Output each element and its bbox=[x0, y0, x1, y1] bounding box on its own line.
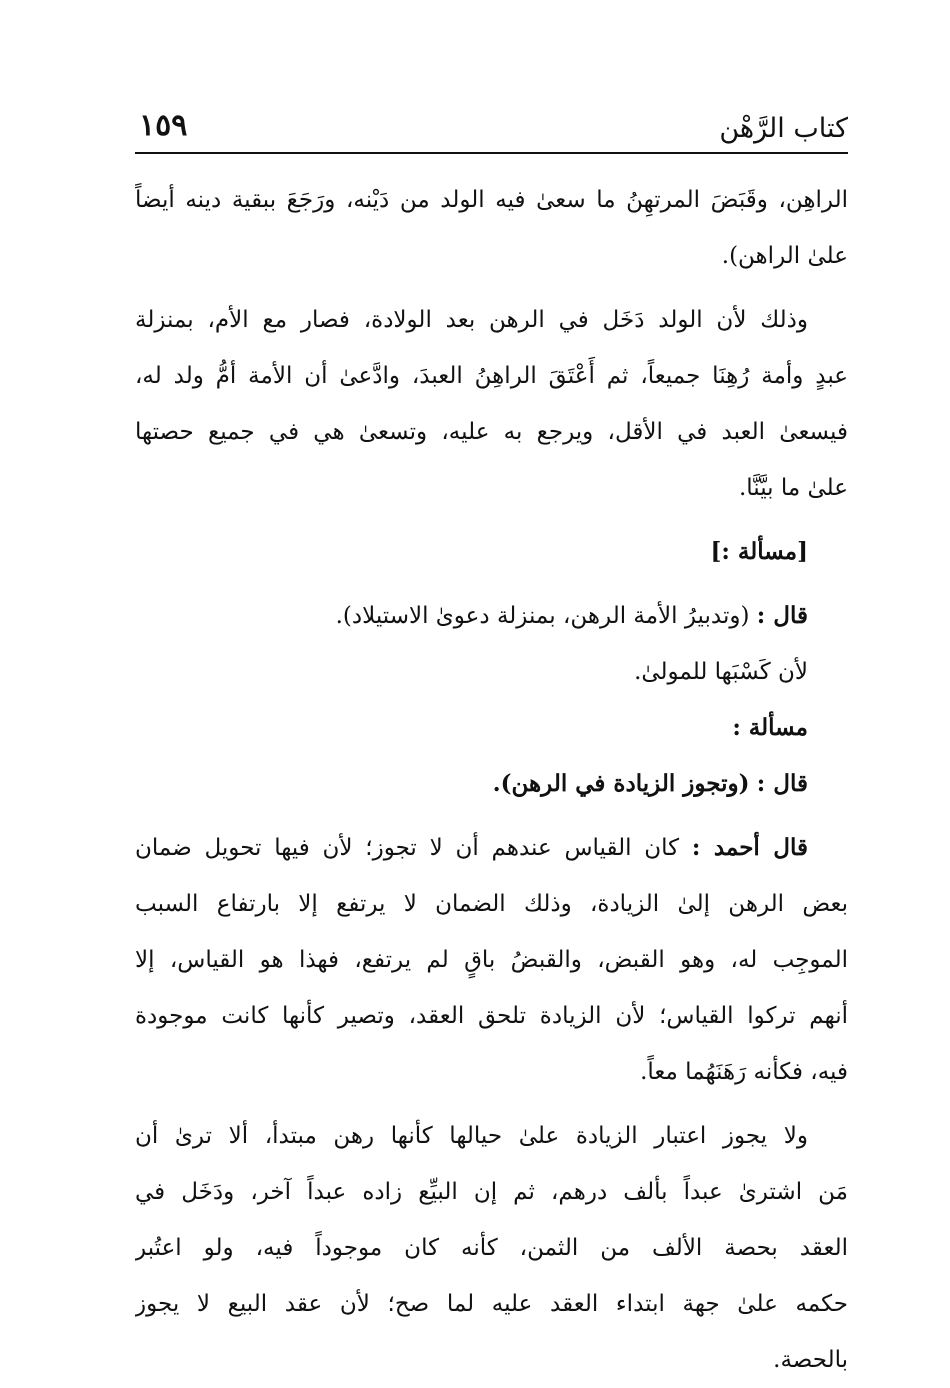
text-line: بعض الرهن إلىٰ الزيادة، وذلك الضمان لا يرتفع إلا بارتفاع السبب bbox=[135, 891, 848, 917]
text-line: ولا يجوز اعتبار الزيادة علىٰ حيالها كأنها رهن مبتدأ، ألا ترىٰ أن bbox=[135, 1123, 808, 1149]
book-title: كتاب الرَّهْن bbox=[719, 113, 848, 144]
text-line: علىٰ ما بيَّنَّا. bbox=[738, 475, 848, 501]
text-line: وذلك لأن الولد دَخَل في الرهن بعد الولادة، فصار مع الأم، بمنزلة bbox=[135, 307, 808, 333]
text-line bbox=[135, 756, 848, 812]
text-line: الموجِب له، وهو القبض، والقبضُ باقٍ لم يرتفع، فهذا هو القياس، إلا bbox=[135, 947, 848, 973]
speaker-label: قال : bbox=[756, 770, 808, 797]
text-line: مَن اشترىٰ عبداً بألف درهم، ثم إن البيِّع زاده عبداً آخر، ودَخَل في bbox=[135, 1179, 848, 1205]
text-line: علىٰ الراهن). bbox=[721, 243, 848, 269]
section-heading: [مسألة :] bbox=[710, 538, 808, 565]
text-line: العقد بحصة الألف من الثمن، كأنه كان موجوداً فيه، ولو اعتُبر bbox=[135, 1235, 848, 1261]
text-line bbox=[135, 588, 848, 644]
text-line: الراهِن، وقَبَضَ المرتهِنُ ما سعىٰ فيه الولد من دَيْنه، ورَجَعَ ببقية دينه أيضاً bbox=[135, 187, 848, 213]
speaker-label: قال أحمد : bbox=[691, 834, 808, 861]
main-text bbox=[135, 172, 848, 1388]
quoted-text: (وتدبيرُ الأمة الرهن، بمنزلة دعوىٰ الاستيلاد). bbox=[335, 603, 750, 629]
text-line: أنهم تركوا القياس؛ لأن الزيادة تلحق العقد، وتصير كأنها كانت موجودة bbox=[135, 1003, 848, 1029]
line-text: كان القياس عندهم أن لا تجوز؛ لأن فيها تحويل ضمان bbox=[135, 835, 680, 861]
speaker-label: قال : bbox=[756, 602, 808, 629]
quoted-text: (وتجوز الزيادة في الرهن). bbox=[492, 770, 750, 797]
text-line: فيسعىٰ العبد في الأقل، ويرجع به عليه، وتسعىٰ هي في جميع حصتها bbox=[135, 419, 848, 445]
text-line: حكمه علىٰ جهة ابتداء العقد عليه لما صح؛ لأن عقد البيع لا يجوز bbox=[135, 1291, 848, 1317]
text-line: لأن كَسْبَها للمولىٰ. bbox=[634, 659, 808, 685]
running-header bbox=[135, 108, 848, 154]
text-line: بالحصة. bbox=[773, 1347, 848, 1373]
text-line bbox=[135, 820, 848, 876]
text-line: عبدٍ وأمة رُهِنَا جميعاً، ثم أَعْتَقَ الراهِنُ العبدَ، وادَّعىٰ أن الأمة أمُّ ولد له، bbox=[135, 363, 848, 389]
section-heading: مسألة : bbox=[732, 714, 808, 741]
page-number: ١٥٩ bbox=[139, 108, 188, 143]
text-line: فيه، فكأنه رَهَنَهُما معاً. bbox=[640, 1059, 848, 1085]
